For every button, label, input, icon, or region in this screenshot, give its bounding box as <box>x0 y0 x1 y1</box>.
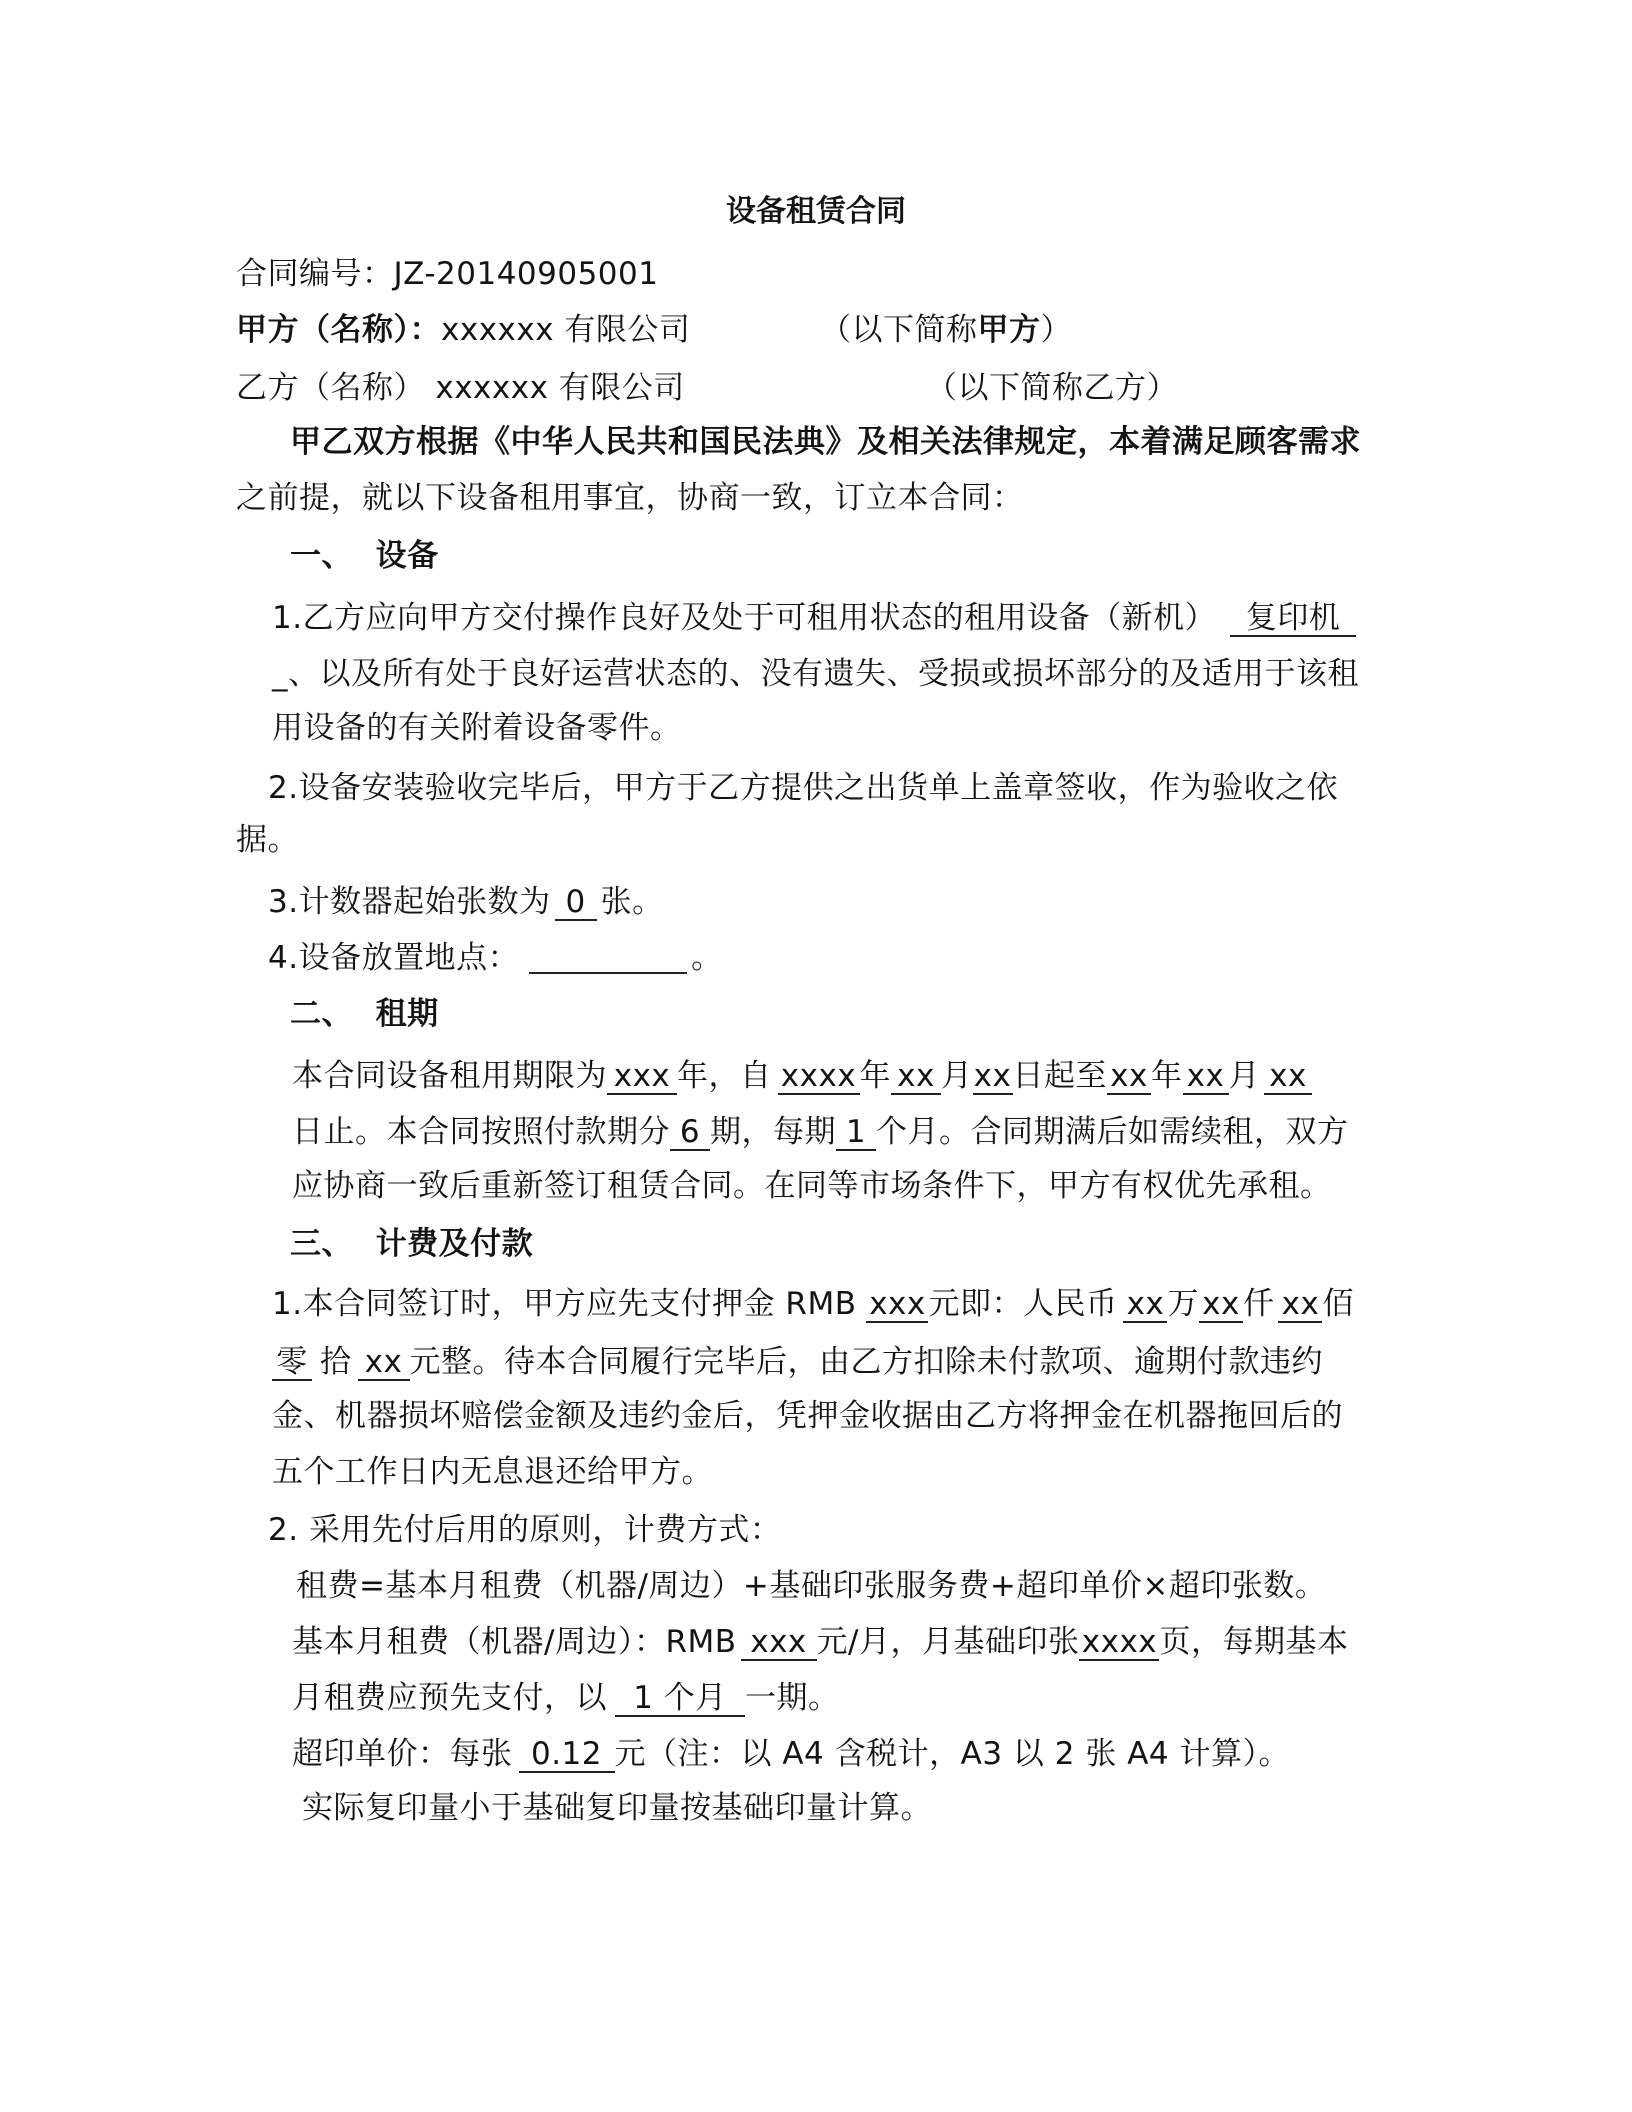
period-months-field: 1 <box>836 1115 876 1151</box>
deposit-ling-field: 零 <box>272 1345 312 1381</box>
end-month-field: xx <box>1183 1059 1229 1095</box>
party-a-name: xxxxxx 有限公司 <box>441 312 691 348</box>
term-years-field: xxx <box>607 1059 677 1095</box>
end-day-field: xx <box>1264 1059 1312 1095</box>
preamble-line-2: 之前提，就以下设备租用事宜，协商一致，订立本合同： <box>236 480 1024 516</box>
sec3-item2: 2. 采用先付后用的原则，计费方式： <box>268 1512 782 1548</box>
start-day-field: xx <box>973 1058 1012 1094</box>
base-fee-field: xxx <box>741 1625 817 1661</box>
document-title: 设备租赁合同 <box>726 194 906 229</box>
deposit-qian-field: xx <box>1199 1287 1243 1323</box>
contract-number-label: 合同编号： <box>236 256 394 292</box>
party-a-label: 甲方（名称）： <box>236 312 441 348</box>
sec1-item2-line1: 2.设备安装验收完毕后，甲方于乙方提供之出货单上盖章签收，作为验收之依 <box>268 770 1339 806</box>
sec3-item1-line4: 五个工作日内无息退还给甲方。 <box>272 1454 713 1490</box>
sec1-item1-line2: _、以及所有处于良好运营状态的、没有遗失、受损或损坏部分的及适用于该租 <box>272 656 1359 692</box>
section-2-heading: 二、 租期 <box>290 996 439 1032</box>
sec1-item2-line2: 据。 <box>236 822 299 858</box>
deposit-shi-field: xx <box>358 1345 410 1381</box>
contract-number-line <box>236 254 658 294</box>
counter-start-field: 0 <box>555 885 597 921</box>
section-1-heading: 一、 设备 <box>290 538 439 574</box>
sec1-item3: 3.计数器起始张数为 0 张。 <box>268 884 664 920</box>
sec2-line3: 应协商一致后重新签订租赁合同。在同等市场条件下，甲方有权优先承租。 <box>292 1168 1332 1204</box>
preamble-line-1: 甲乙双方根据《中华人民共和国民法典》及相关法律规定，本着满足顾客需求 <box>290 424 1361 460</box>
start-year-field: xxxx <box>778 1059 860 1095</box>
base-pages-field: xxxx <box>1079 1625 1159 1661</box>
sec3-item1-line3: 金、机器损坏赔偿金额及违约金后，凭押金收据由乙方将押金在机器拖回后的 <box>272 1398 1343 1434</box>
over-price-field: 0.12 <box>519 1737 615 1773</box>
sec3-item1-line1: 1.本合同签订时，甲方应先支付押金 RMB xxx元即：人民币 xx 万 xx 仟 xx 佰 <box>272 1286 1354 1322</box>
deposit-wan-field: xx <box>1123 1287 1167 1323</box>
party-b-name: xxxxxx 有限公司 <box>435 370 685 406</box>
prepay-period-field: 1 个月 <box>615 1681 745 1717</box>
rent-formula: 租费=基本月租费（机器/周边）+基础印张服务费+超印单价×超印张数。 <box>296 1568 1327 1604</box>
actual-volume-line: 实际复印量小于基础复印量按基础印量计算。 <box>302 1790 932 1826</box>
sec1-item1-line3: 用设备的有关附着设备零件。 <box>272 710 682 746</box>
over-price-line: 超印单价：每张 0.12 元（注：以 A4 含税计，A3 以 2 张 A4 计算）。 <box>292 1736 1290 1772</box>
start-month-field: xx <box>891 1059 941 1095</box>
sec2-line2: 日止。本合同按照付款期分 6 期，每期 1 个月。合同期满后如需续租，双方 <box>292 1114 1349 1150</box>
sec1-item1-line1: 1.乙方应向甲方交付操作良好及处于可租用状态的租用设备（新机） 复印机 <box>272 598 1356 638</box>
party-b-line <box>236 368 685 408</box>
deposit-field: xxx <box>866 1287 928 1323</box>
party-b-alias: （以下简称乙方） <box>926 370 1178 406</box>
party-b-label: 乙方（名称） <box>236 370 425 406</box>
place-field <box>529 938 687 974</box>
sec3-item1-line2: 零 拾 xx 元整。待本合同履行完毕后，由乙方扣除未付款项、逾期付款违约 <box>272 1342 1323 1382</box>
contract-number-value: JZ-20140905001 <box>393 256 659 292</box>
sec2-line1: 本合同设备租用期限为 xxx 年，自 xxxx 年 xx 月xx日起至 xx 年 xx 月 xx <box>292 1056 1312 1096</box>
end-year-field: xx <box>1107 1059 1151 1095</box>
base-rent-line: 基本月租费（机器/周边）：RMB xxx 元/月，月基础印张xxxx页，每期基本 <box>292 1624 1349 1660</box>
party-a-alias: （以下简称甲方） <box>820 312 1072 348</box>
prepay-line: 月租费应预先支付，以 1 个月 一期。 <box>292 1680 840 1716</box>
sec1-item4: 4.设备放置地点： 。 <box>268 940 723 976</box>
device-field: 复印机 <box>1230 601 1356 637</box>
party-a-line <box>236 310 690 350</box>
periods-field: 6 <box>670 1115 710 1151</box>
section-3-heading: 三、 计费及付款 <box>290 1226 534 1262</box>
deposit-bai-field: xx <box>1278 1287 1322 1323</box>
